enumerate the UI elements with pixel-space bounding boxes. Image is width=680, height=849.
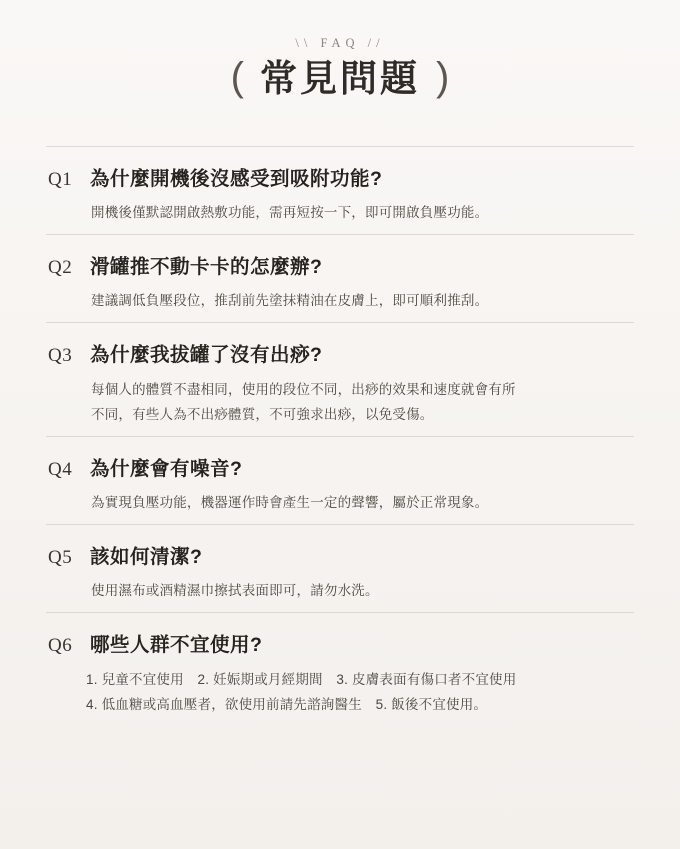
question-number: Q3 (48, 345, 73, 367)
faq-item (46, 234, 634, 322)
right-paren-decoration: ) (436, 55, 450, 100)
title-row (46, 55, 634, 100)
question-number: Q4 (48, 458, 73, 480)
faq-item (46, 146, 634, 234)
question-text: 為什麼開機後沒感受到吸附功能? (90, 167, 383, 190)
answer-line: 開機後僅默認開啟熱敷功能，需再短按一下，即可開啟負壓功能。 (91, 205, 489, 221)
question-number: Q2 (48, 257, 73, 278)
question-row (48, 343, 632, 368)
question-number: Q5 (48, 546, 73, 568)
answer-text (91, 201, 632, 226)
eyebrow-label: \\ FAQ // (295, 36, 385, 50)
faq-item (46, 436, 634, 524)
page-header (46, 0, 634, 100)
question-text: 滑罐推不動卡卡的怎麼辦? (90, 256, 323, 278)
question-text: 為什麼會有噪音? (90, 457, 243, 480)
left-paren-decoration: ( (230, 55, 244, 100)
faq-item (46, 524, 634, 612)
question-row (48, 545, 632, 570)
question-text: 為什麼我拔罐了沒有出痧? (90, 344, 323, 367)
answer-text (91, 378, 632, 428)
question-row (48, 255, 632, 280)
question-row (48, 167, 632, 192)
answer-line: 為實現負壓功能，機器運作時會產生一定的聲響，屬於正常現象。 (91, 494, 489, 510)
answer-line: 建議調低負壓段位，推刮前先塗抹精油在皮膚上，即可順利推刮。 (91, 293, 489, 309)
question-number: Q6 (48, 635, 73, 657)
answer-text (86, 668, 632, 718)
faq-item (46, 322, 634, 435)
answer-line: 不同，有些人為不出痧體質，不可強求出痧，以免受傷。 (91, 406, 434, 422)
page-title: 常見問題 (260, 58, 420, 99)
question-row (48, 633, 632, 658)
answer-line: 4. 低血糖或高血壓者，欲使用前請先諮詢醫生 5. 飯後不宜使用。 (86, 696, 488, 712)
question-text: 該如何清潔? (90, 545, 203, 568)
answer-text (91, 491, 632, 516)
question-text: 哪些人群不宜使用? (90, 634, 263, 657)
question-number: Q1 (48, 168, 73, 190)
answer-text (91, 289, 632, 314)
question-row (48, 457, 632, 482)
answer-line: 1. 兒童不宜使用 2. 妊娠期或月經期間 3. 皮膚表面有傷口者不宜使用 (86, 671, 517, 687)
answer-line: 每個人的體質不盡相同，使用的段位不同，出痧的效果和速度就會有所 (91, 381, 516, 397)
faq-item (46, 612, 634, 725)
answer-line: 使用濕布或酒精濕巾擦拭表面即可，請勿水洗。 (91, 583, 379, 599)
answer-text (91, 579, 632, 604)
faq-list (46, 146, 634, 726)
